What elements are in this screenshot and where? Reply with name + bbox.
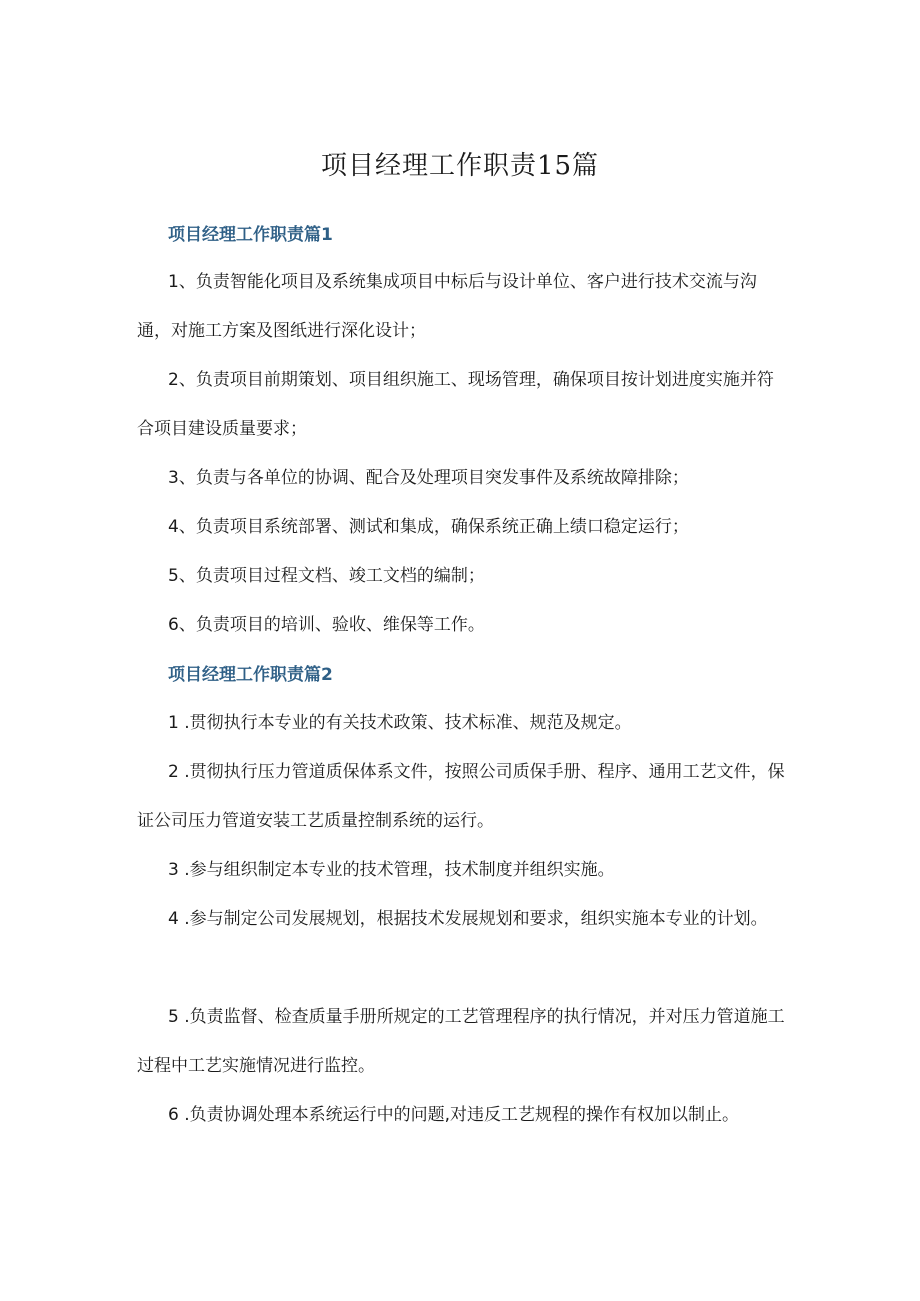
document-title: 项目经理工作职责15篇 (320, 151, 600, 181)
paragraph: 2 .贯彻执行压力管道质保体系文件，按照公司质保手册、程序、通用工艺文件，保证公司压力管道安装工艺质量控制系统的运行。 (137, 762, 785, 831)
paragraph: 6、负责项目的培训、验收、维保等工作。 (168, 615, 485, 635)
paragraph: 4 .参与制定公司发展规划，根据技术发展规划和要求，组织实施本专业的计划。 (168, 909, 768, 929)
section-heading: 项目经理工作职责篇2 (168, 665, 333, 685)
paragraph: 6 .负责协调处理本系统运行中的问题,对违反工艺规程的操作有权加以制止。 (168, 1105, 740, 1125)
paragraph: 3、负责与各单位的协调、配合及处理项目突发事件及系统故障排除； (168, 468, 689, 488)
paragraph: 2、负责项目前期策划、项目组织施工、现场管理，确保项目按计划进度实施并符合项目建设质量要求； (137, 370, 774, 439)
section-heading: 项目经理工作职责篇1 (168, 225, 333, 245)
paragraph: 4、负责项目系统部署、测试和集成，确保系统正确上绩口稳定运行； (168, 517, 689, 537)
paragraph: 1、负责智能化项目及系统集成项目中标后与设计单位、客户进行技术交流与沟通，对施工方案及图纸进行深化设计； (137, 272, 757, 341)
paragraph: 5 .负责监督、检查质量手册所规定的工艺管理程序的执行情况，并对压力管道施工过程中工艺实施情况进行监控。 (137, 1007, 785, 1076)
paragraph: 3 .参与组织制定本专业的技术管理，技术制度并组织实施。 (168, 860, 615, 880)
paragraph: 5、负责项目过程文档、竣工文档的编制； (168, 566, 485, 586)
paragraph: 1 .贯彻执行本专业的有关技术政策、技术标准、规范及规定。 (168, 713, 632, 733)
